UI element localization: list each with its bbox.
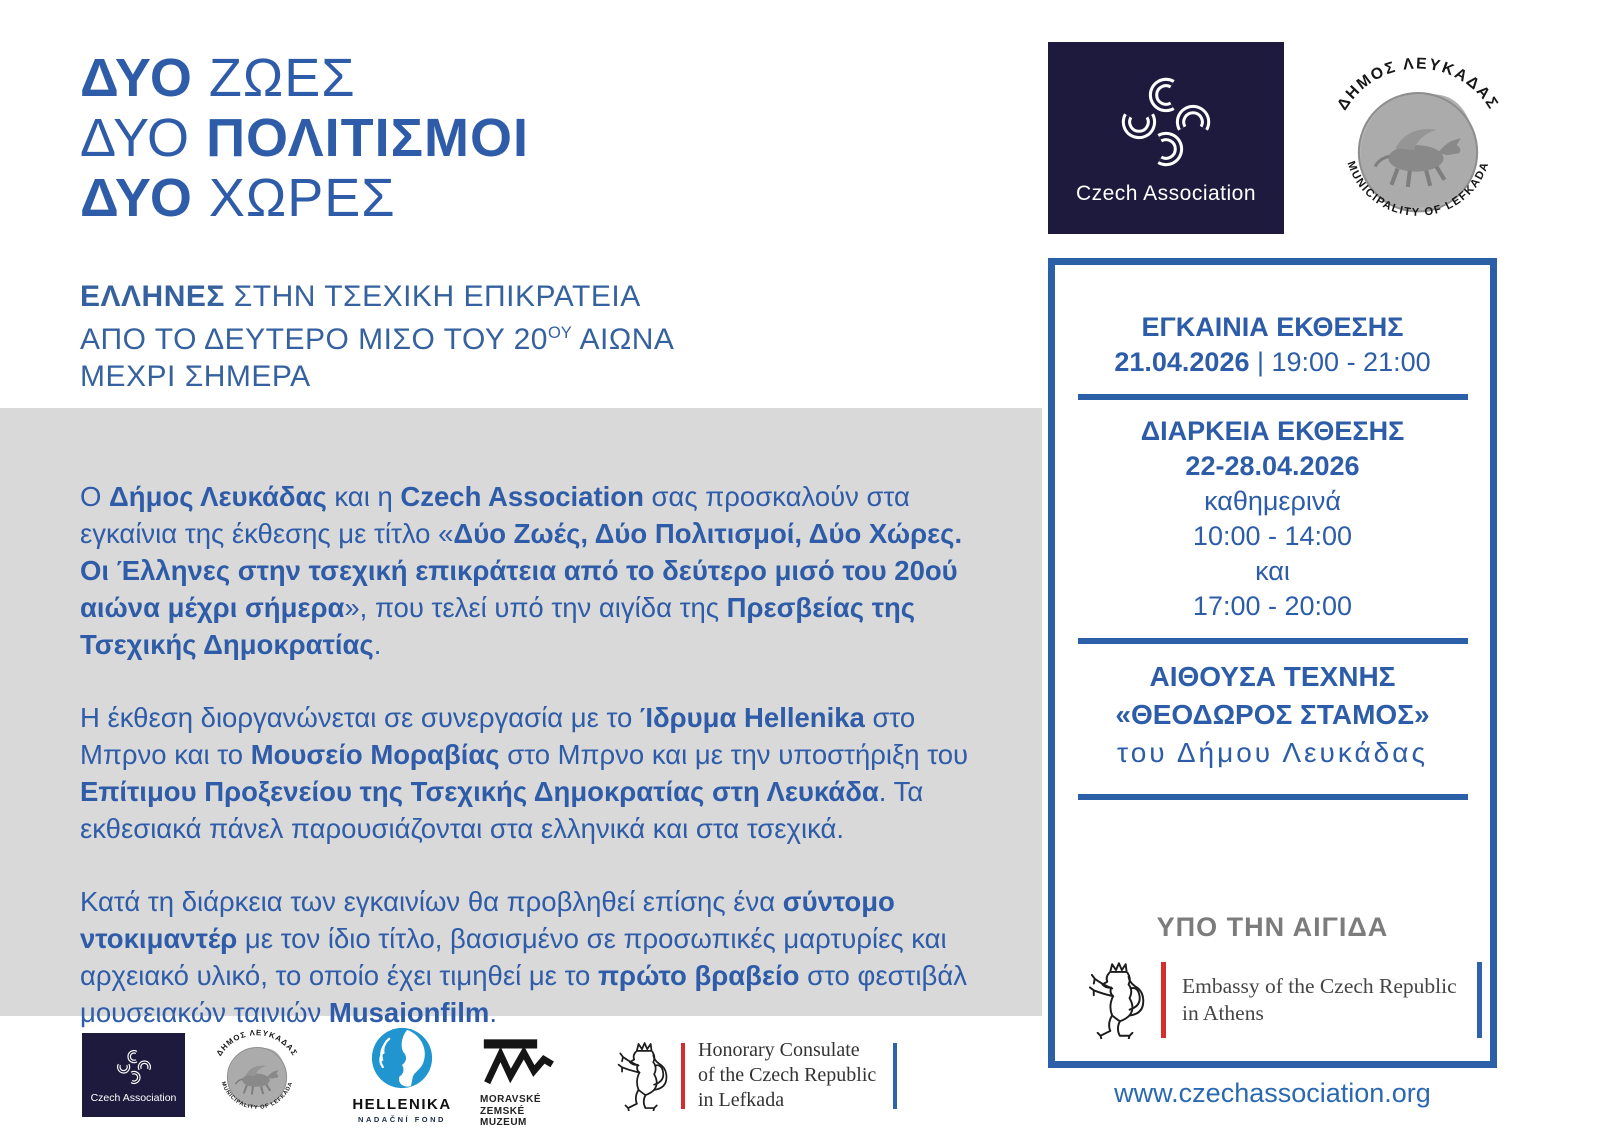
subtitle-line-1: ΕΛΛΗΝΕΣ ΣΤΗΝ ΤΣΕΧΙΚΗ ΕΠΙΚΡΑΤΕΙΑ <box>80 280 641 313</box>
duration-hours-evening: 17:00 - 20:00 <box>1192 591 1353 621</box>
opening-datetime: 21.04.2026 | 19:00 - 21:00 <box>1114 347 1431 377</box>
moravske-muzeum-icon <box>480 1036 556 1086</box>
moravske-zemske-muzeum-logo <box>480 1036 570 1129</box>
czech-association-logo <box>1048 42 1284 234</box>
consulate-label-line-3: in Lefkada <box>698 1089 785 1111</box>
duration-dates: 22-28.04.2026 <box>1185 451 1360 481</box>
moravske-line-2: ZEMSKÉ <box>480 1105 525 1117</box>
embassy-logo-block <box>1087 961 1482 1039</box>
moravske-line-3: MUZEUM <box>480 1117 527 1128</box>
duration-title: ΔΙΑΡΚΕΙΑ ΕΚΘΕΣΗΣ <box>1140 416 1405 446</box>
blue-bar <box>1477 962 1482 1038</box>
moravske-line-1: MORAVSKÉ <box>480 1094 542 1105</box>
municipality-of-lefkada-logo <box>1316 38 1520 242</box>
paragraph-documentary: Κατά τη διάρκεια των εγκαινίων θα προβληθεί επίσης ένα σύντομο ντοκιμαντέρ με τον ίδιο τίτλο, βασισμένο σε προσωπικές μαρτυρίες και αρχειακό υλικό, το οποίο έχει τιμηθεί με το πρώτο βραβείο στο φεστιβάλ μουσειακών ταινιών Musaionfilm. <box>80 886 967 1028</box>
opening-title: ΕΓΚΑΙΝΙΑ ΕΚΘΕΣΗΣ <box>1141 312 1404 342</box>
hellenika-subtitle: NADAČNÍ FOND <box>358 1115 446 1124</box>
czech-association-ornament-icon <box>1114 70 1218 174</box>
red-bar <box>681 1043 685 1109</box>
title-block <box>80 48 529 228</box>
website-link[interactable]: www.czechassociation.org <box>1114 1078 1431 1108</box>
honorary-consulate-logo <box>616 1038 897 1113</box>
description-text <box>80 478 988 1067</box>
duration-section <box>1055 414 1490 624</box>
opening-section <box>1055 310 1490 380</box>
info-panel-content <box>1055 265 1490 1039</box>
czech-lion-icon <box>1087 961 1145 1039</box>
aegis-label: ΥΠΟ ΤΗΝ ΑΙΓΙΔΑ <box>1156 912 1389 942</box>
poster-title <box>80 48 529 228</box>
subtitle-line-3: ΜΕΧΡΙ ΣΗΜΕΡΑ <box>80 360 311 393</box>
embassy-label-line-2: in Athens <box>1182 1001 1264 1025</box>
czech-association-label: Czech Association <box>90 1091 177 1104</box>
divider <box>1078 394 1468 400</box>
red-bar <box>1161 962 1166 1038</box>
poster-subtitle <box>80 278 674 395</box>
duration-hours-morning: 10:00 - 14:00 <box>1192 521 1353 551</box>
consulate-label-line-1: Honorary Consulate <box>698 1039 860 1061</box>
czech-lion-icon <box>616 1041 668 1111</box>
czech-association-logo-small <box>82 1033 185 1117</box>
paragraph-invitation: Ο Δήμος Λευκάδας και η Czech Association σας προσκαλούν στα εγκαίνια της έκθεσης με τίτλο «Δύο Ζωές, Δύο Πολιτισμοί, Δύο Χώρες. Οι Έλληνες στην τσεχική επικράτεια από το δεύτερο μισό του 20ού αιώνα μέχρι σήμερα», που τελεί υπό την αιγίδα της Πρεσβείας της Τσεχικής Δημοκρατίας. <box>80 481 963 660</box>
czech-association-label: Czech Association <box>1075 182 1257 205</box>
venue-line-3: του Δήμου Λευκάδας <box>1117 737 1428 768</box>
hellenika-name: HELLENIKA <box>352 1096 452 1113</box>
paragraph-organizers: Η έκθεση διοργανώνεται σε συνεργασία με το Ίδρυμα Hellenika στο Μπρνο και το Μουσείο Μοραβίας στο Μπρνο και με την υποστήριξη του Επίτιμου Προξενείου της Τσεχικής Δημοκρατίας στη Λευκάδα. Τα εκθεσιακά πάνελ παρουσιάζονται στα ελληνικά και στα τσεχικά. <box>80 702 969 844</box>
moravske-muzeum-label <box>480 1094 570 1129</box>
venue-line-1: ΑΙΘΟΥΣΑ ΤΕΧΝΗΣ <box>1149 661 1396 692</box>
consulate-label-line-2: of the Czech Republic <box>698 1064 877 1086</box>
title-line-3: ΔΥΟ ΧΩΡΕΣ <box>80 168 396 228</box>
info-panel <box>1048 258 1497 1068</box>
embassy-label-line-1: Embassy of the Czech Republic <box>1182 974 1457 998</box>
divider <box>1078 638 1468 644</box>
duration-and-label: και <box>1255 556 1290 586</box>
title-line-1: ΔΥΟ ΖΩΕΣ <box>80 48 356 108</box>
consulate-label <box>698 1038 878 1113</box>
hellenika-profile-icon <box>370 1026 434 1090</box>
blue-bar <box>893 1043 897 1109</box>
venue-line-2: «ΘΕΟΔΩΡΟΣ ΣΤΑΜΟΣ» <box>1115 699 1430 730</box>
subtitle-line-2: ΑΠΟ ΤΟ ΔΕΥΤΕΡΟ ΜΙΣΟ ΤΟΥ $20^{O\Upsilon}$ ΑΙΩΝΑ <box>80 323 675 356</box>
title-line-2: ΔΥΟ ΠΟΛΙΤΙΣΜΟΙ <box>80 108 530 168</box>
hellenika-logo <box>348 1026 456 1124</box>
venue-section <box>1055 658 1490 772</box>
divider <box>1078 794 1468 800</box>
embassy-label <box>1182 973 1463 1027</box>
municipality-of-lefkada-logo-small <box>206 1020 308 1122</box>
czech-association-ornament-icon <box>114 1047 154 1087</box>
duration-daily-label: καθημερινά <box>1204 486 1341 516</box>
